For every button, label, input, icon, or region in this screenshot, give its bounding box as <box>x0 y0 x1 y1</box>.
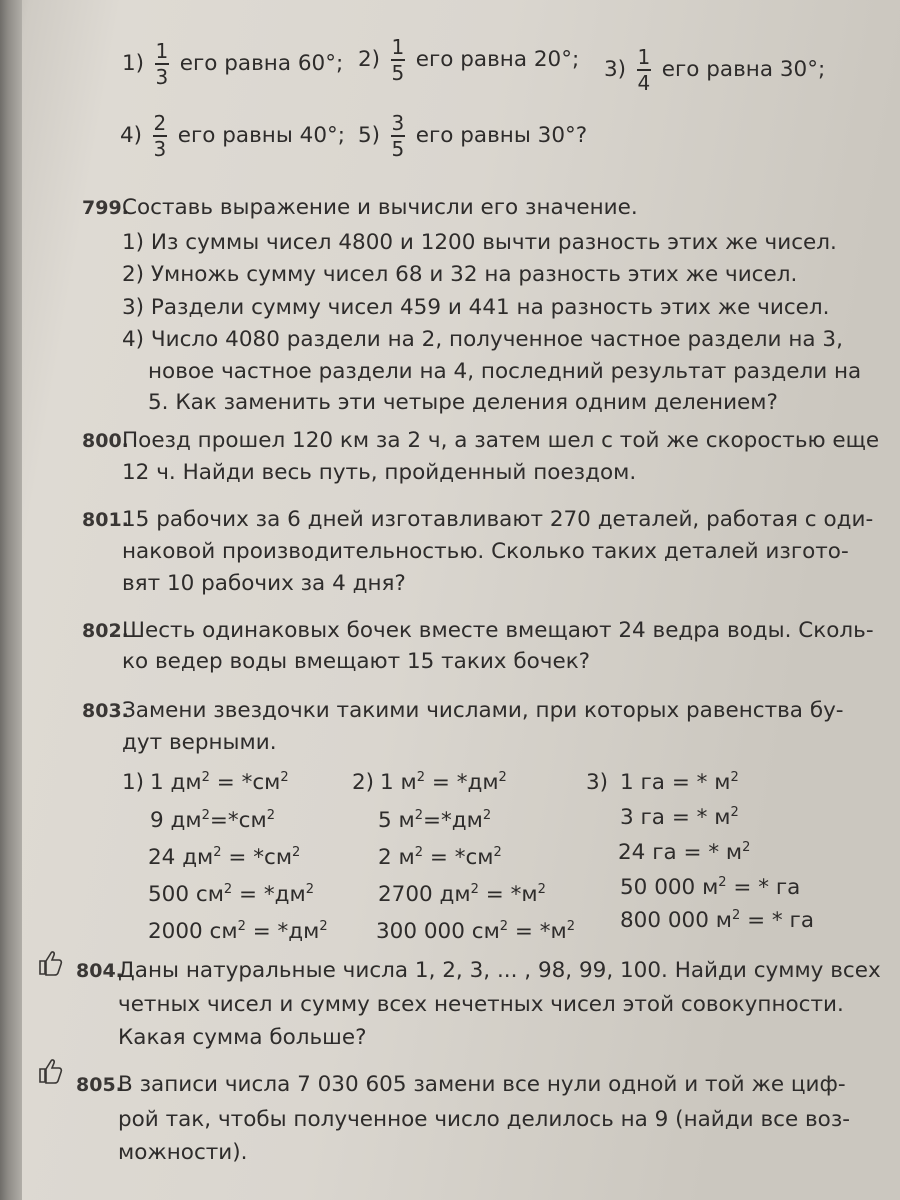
problem-text-line: можности). <box>118 1140 248 1165</box>
equation: 500 $см^2 = *дм^2$ <box>148 882 315 907</box>
problem-text-line: Даны натуральные числа 1, 2, 3, ... , 98, 99, 100. Найди сумму всех <box>118 958 881 983</box>
fraction: $\frac{3}{5}$ <box>391 111 405 161</box>
equation: 50 000 $м^2$ = * га <box>620 875 801 900</box>
thumbs-up-icon <box>36 948 64 978</box>
problem-text-line: ко ведер воды вмещают 15 таких бочек? <box>122 649 591 674</box>
equation: 2 $м^2 = *см^2$ <box>378 845 502 870</box>
problem-text-line: Шесть одинаковых бочек вместе вмещают 24 ведра воды. Сколь- <box>122 618 874 643</box>
item-text: его равна 20°; <box>415 46 580 72</box>
problem-text-line: 1) Из суммы чисел 4800 и 1200 вычти разность этих же чисел. <box>122 230 837 255</box>
problem-text-line: четных чисел и сумму всех нечетных чисел этой совокупности. <box>118 992 844 1017</box>
item-label: 1) <box>122 50 145 76</box>
problem-text-line: дут верными. <box>122 730 277 755</box>
fraction: $\frac{2}{3}$ <box>153 111 167 161</box>
problem-number: 799. <box>82 197 129 219</box>
fraction: $\frac{1}{3}$ <box>155 39 169 89</box>
problem-text-line: новое частное раздели на 4, последний результат раздели на <box>148 359 862 384</box>
problem-number: 803. <box>82 700 129 722</box>
problem-number: 805. <box>76 1074 123 1096</box>
equation: 9 $дм^2=*см^2$ <box>150 808 275 833</box>
item-text: его равна 30°; <box>661 56 826 82</box>
column-label: 2) <box>352 770 375 795</box>
item-label: 5) <box>358 122 381 148</box>
problem-number: 801. <box>82 509 129 531</box>
fraction-item-4 <box>120 112 345 160</box>
problem-text-line: Составь выражение и вычисли его значение. <box>122 195 638 220</box>
problem-number: 802. <box>82 620 129 642</box>
problem-text-line: Какая сумма больше? <box>118 1025 367 1050</box>
equation: 3 га = * $м^2$ <box>620 805 739 830</box>
item-text: его равны 40°; <box>177 122 345 148</box>
equation: 1 га = * $м^2$ <box>620 770 739 795</box>
item-label: 2) <box>358 46 381 72</box>
problem-text-line: Замени звездочки такими числами, при которых равенства бу- <box>122 698 844 723</box>
item-text: его равны 30°? <box>415 122 588 148</box>
fraction-item-1 <box>122 40 343 88</box>
thumbs-up-icon <box>36 1056 64 1086</box>
problem-text-line: Поезд прошел 120 км за 2 ч, а затем шел с той же скоростью еще <box>122 428 880 453</box>
fraction: $\frac{1}{4}$ <box>637 45 651 95</box>
item-label: 4) <box>120 122 143 148</box>
problem-number: 804. <box>76 960 123 982</box>
equation: 2700 $дм^2 = *м^2$ <box>378 882 546 907</box>
equation: 24 га = * $м^2$ <box>618 840 751 865</box>
problem-text-line: 3) Раздели сумму чисел 459 и 441 на разность этих же чисел. <box>122 295 830 320</box>
problem-text-line: 12 ч. Найди весь путь, пройденный поездом. <box>122 460 637 485</box>
problem-text-line: 5. Как заменить эти четыре деления одним делением? <box>148 390 778 415</box>
fraction-item-2 <box>358 36 579 84</box>
column-label: 3) <box>586 770 609 795</box>
problem-text-line: вят 10 рабочих за 4 дня? <box>122 571 406 596</box>
fraction: $\frac{1}{5}$ <box>391 35 405 85</box>
equation: 300 000 $см^2 = *м^2$ <box>376 919 576 944</box>
problem-text-line: 15 рабочих за 6 дней изготавливают 270 деталей, работая с оди- <box>122 507 874 532</box>
equation: 800 000 $м^2$ = * га <box>620 908 814 933</box>
equation: 24 $дм^2 = *см^2$ <box>148 845 301 870</box>
problem-text-line: В записи числа 7 030 605 замени все нули одной и той же циф- <box>118 1072 846 1097</box>
equation: 2000 $см^2 = *дм^2$ <box>148 919 328 944</box>
problem-text-line: рой так, чтобы полученное число делилось на 9 (найди все воз- <box>118 1107 851 1132</box>
equation: 5 $м^2=*дм^2$ <box>378 808 492 833</box>
problem-number: 800. <box>82 430 129 452</box>
fraction-item-3 <box>604 46 825 94</box>
fraction-item-5 <box>358 112 587 160</box>
problem-text-line: наковой производительностью. Сколько таких деталей изгото- <box>122 539 849 564</box>
column-label: 1) <box>122 770 145 795</box>
equation: 1 $м^2 = *дм^2$ <box>380 770 507 795</box>
item-label: 3) <box>604 56 627 82</box>
item-text: его равна 60°; <box>179 50 344 76</box>
problem-text-line: 4) Число 4080 раздели на 2, полученное частное раздели на 3, <box>122 327 843 352</box>
problem-text-line: 2) Умножь сумму чисел 68 и 32 на разность этих же чисел. <box>122 262 798 287</box>
equation: 1 $дм^2 = *см^2$ <box>150 770 289 795</box>
